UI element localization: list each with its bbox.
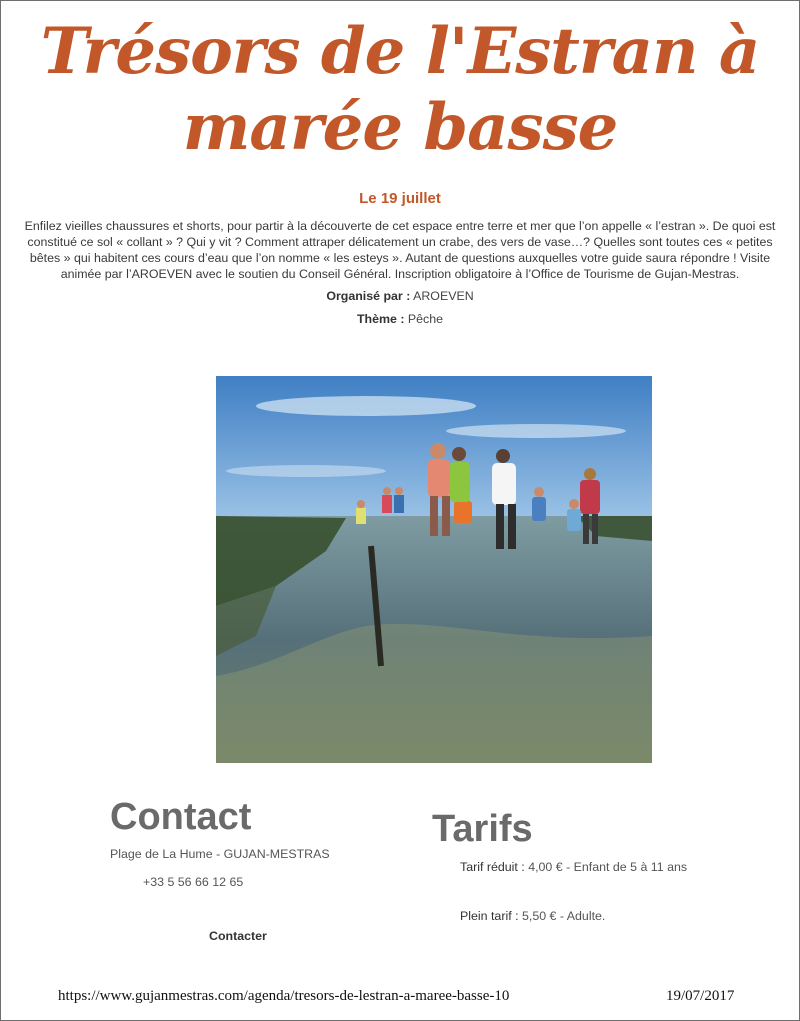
- tarif-plein-value: 5,50 € - Adulte.: [522, 909, 606, 923]
- contact-heading: Contact: [110, 796, 252, 838]
- contact-phone[interactable]: +33 5 56 66 12 65: [143, 875, 244, 889]
- event-date: Le 19 juillet: [359, 190, 441, 207]
- event-photo: [216, 376, 652, 763]
- footer-url: https://www.gujanmestras.com/agenda/tresors-de-lestran-a-maree-basse-10: [58, 988, 510, 1004]
- tarifs-heading: Tarifs: [432, 808, 533, 850]
- contact-address: Plage de La Hume - GUJAN-MESTRAS: [110, 847, 330, 861]
- theme-value: Pêche: [407, 312, 444, 326]
- tarif-reduit: [460, 859, 690, 875]
- tidal-flat-photo: [216, 376, 652, 763]
- tarif-plein-label: Plein tarif :: [460, 909, 519, 923]
- organizer-value: AROEVEN: [413, 289, 474, 303]
- theme-line: [0, 312, 800, 326]
- theme-label: Thème :: [356, 312, 405, 326]
- tarif-plein: [460, 908, 690, 924]
- organizer-label: Organisé par :: [326, 289, 411, 303]
- footer-date: 19/07/2017: [666, 988, 735, 1004]
- event-description: Enfilez vieilles chaussures et shorts, pour partir à la découverte de cet espace entre terre et mer que l’on appelle « l’estran ». De quoi est constitué ce sol « collant » ? Qui y vit ? Comment attraper délicatement un crabe, des vers de vase…? Quelles sont toutes ces « petites bêtes » qui habitent ces cours d’eau que l’on nomme « les esteys ». Autant de questions auxquelles votre guide saura répondre ! Visite animée par l’AROEVEN avec le soutien du Conseil Général. Inscription obligatoire à l’Office de Tourisme de Gujan-Mestras.: [24, 219, 776, 281]
- organizer-line: [0, 289, 800, 303]
- tarif-reduit-value: 4,00 € - Enfant de 5 à 11 ans: [528, 860, 688, 874]
- contact-button[interactable]: Contacter: [209, 929, 267, 943]
- event-title: Trésors de l'Estran à marée basse: [40, 14, 760, 165]
- tarif-reduit-label: Tarif réduit :: [460, 860, 525, 874]
